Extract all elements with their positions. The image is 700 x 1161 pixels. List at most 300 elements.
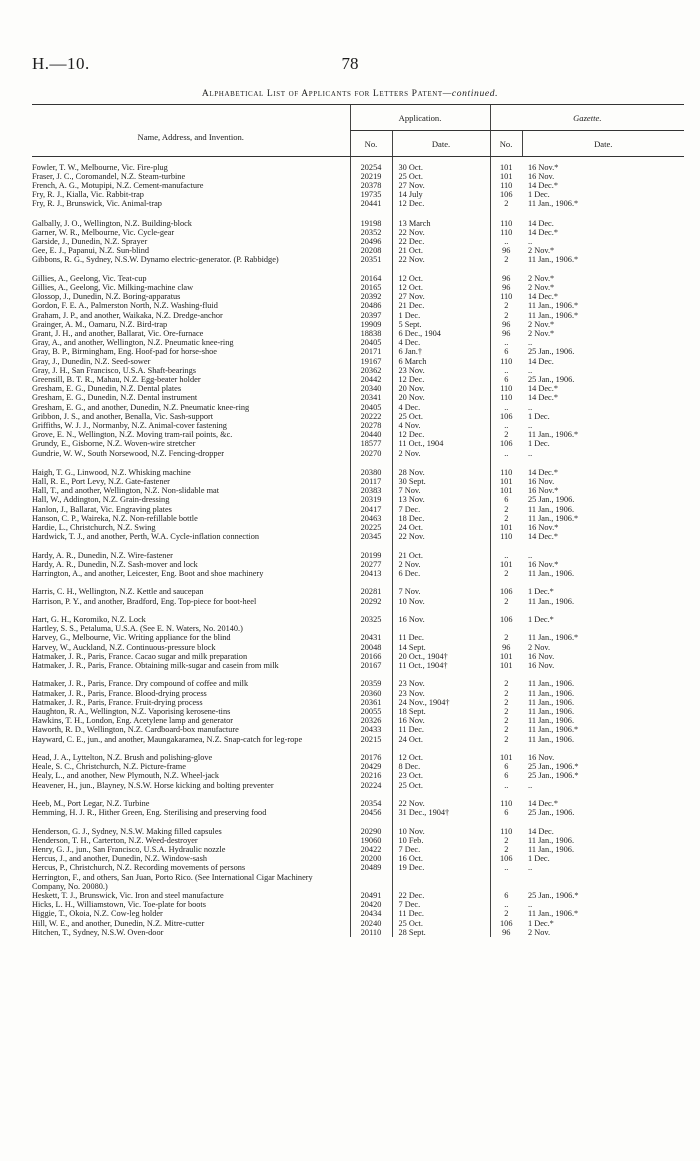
gazette-date: 11 Jan., 1906.: [528, 679, 575, 689]
gazette-number: 110: [490, 219, 522, 228]
gazette-number: 2: [490, 301, 522, 310]
gazette-date: ..: [528, 236, 533, 246]
table-row: [32, 707, 684, 716]
application-number: 19060: [350, 836, 392, 845]
gazette-date: ..: [528, 448, 533, 458]
application-date: 22 Nov.: [392, 228, 490, 237]
gazette-number: ..: [490, 366, 522, 375]
application-date: 30 Sept.: [392, 477, 490, 486]
gazette-date: 14 Dec.*: [528, 227, 558, 237]
application-number: [350, 624, 392, 633]
table-row: [32, 827, 684, 836]
gazette-number: 96: [490, 320, 522, 329]
running-title: [0, 88, 700, 99]
entry-name: Grant, J. H., and another, Ballarat, Vic. Ore-furnace: [32, 328, 204, 338]
application-date: 6 Dec., 1904: [392, 329, 490, 338]
gazette-date: 25 Jan., 1906.*: [528, 762, 579, 772]
table-row: [32, 762, 684, 771]
application-date: 24 Oct.: [392, 523, 490, 532]
gazette-number: 101: [490, 753, 522, 762]
application-date: 7 Dec.: [392, 845, 490, 854]
gazette-number: ..: [490, 449, 522, 458]
gazette-number: 6: [490, 891, 522, 900]
gazette-date: 14 Dec.: [528, 356, 554, 366]
application-date: 4 Nov.: [392, 421, 490, 430]
entry-name: Gundrie, W. W., South Norsewood, N.Z. Fencing-dropper: [32, 448, 224, 458]
application-number: 20224: [350, 781, 392, 799]
gazette-number: 110: [490, 532, 522, 550]
gazette-number: 110: [490, 799, 522, 808]
application-date: 16 Nov.: [392, 615, 490, 624]
gazette-number: 6: [490, 771, 522, 780]
application-number: 20278: [350, 421, 392, 430]
gazette-number: 110: [490, 228, 522, 237]
gazette-number: 96: [490, 274, 522, 283]
gazette-number: ..: [490, 900, 522, 909]
table-row: [32, 181, 684, 190]
application-number: 20277: [350, 560, 392, 569]
gazette-date: [522, 624, 684, 633]
gazette-number: 6: [490, 375, 522, 384]
gazette-number: 2: [490, 597, 522, 615]
table-row: [32, 587, 684, 596]
application-number: 20433: [350, 725, 392, 734]
gazette-date: 1 Dec.: [528, 411, 550, 421]
application-date: 6 March: [392, 357, 490, 366]
entry-name: Glossop, J., Dunedin, N.Z. Boring-apparatus: [32, 292, 181, 302]
application-date: 30 Oct.: [392, 163, 490, 172]
application-date: 11 Oct., 1904: [392, 439, 490, 448]
application-number: 18577: [350, 439, 392, 448]
entry-name: Hemming, H. J. R., Hither Green, Eng. Sterilising and preserving food: [32, 808, 267, 818]
application-date: 23 Nov.: [392, 679, 490, 688]
gazette-number: ..: [490, 551, 522, 560]
applicants-table: [32, 104, 684, 937]
gazette-date: ..: [528, 365, 533, 375]
gazette-number: 106: [490, 439, 522, 448]
gazette-date: 11 Jan., 1906.*: [528, 301, 579, 311]
application-date: 2 Nov.: [392, 560, 490, 569]
application-date: 11 Dec.: [392, 725, 490, 734]
application-number: 20360: [350, 689, 392, 698]
gazette-number: 2: [490, 725, 522, 734]
application-number: 20165: [350, 283, 392, 292]
entry-name: Herrington, F., and others, San Juan, Porto Rico. (See International Cigar Machinery Company, No. 20080.): [32, 872, 313, 891]
application-date: 10 Feb.: [392, 836, 490, 845]
header-gaz-no: No.: [490, 131, 522, 157]
entry-name: Hatmaker, J. R., Paris, France. Blood-drying process: [32, 688, 207, 698]
application-number: 20164: [350, 274, 392, 283]
gazette-number: 96: [490, 643, 522, 652]
entry-name: Hardie, L., Christchurch, N.Z. Swing: [32, 523, 156, 532]
gazette-number: 106: [490, 587, 522, 596]
entry-name: French, A. G., Motupipi, N.Z. Cement-manufacture: [32, 180, 204, 190]
application-date: 8 Dec.: [392, 762, 490, 771]
application-date: 16 Oct.: [392, 854, 490, 863]
spacer-cell: [350, 209, 392, 219]
application-date: 13 Nov.: [392, 495, 490, 504]
application-date: 11 Dec.: [392, 909, 490, 918]
gazette-date: 25 Jan., 1906.*: [528, 891, 579, 901]
table-row: [32, 393, 684, 402]
application-number: 20270: [350, 449, 392, 458]
gazette-number: 110: [490, 292, 522, 301]
application-number: 20341: [350, 393, 392, 402]
entry-name: Gresham, E. G., Dunedin, N.Z. Dental plates: [32, 384, 182, 394]
gazette-number: 6: [490, 808, 522, 826]
application-date: 13 March: [392, 219, 490, 228]
header-gaz-date: Date.: [522, 131, 684, 157]
entry-name: Grove, E. N., Wellington, N.Z. Moving tram-rail points, &c.: [32, 430, 233, 440]
entry-name: Gresham, E. G., Dunedin, N.Z. Dental instrument: [32, 393, 198, 403]
entry-name: Henry, G. J., jun., San Francisco, U.S.A. Hydraulic nozzle: [32, 845, 226, 854]
table-row: [32, 477, 684, 486]
spacer-cell: [522, 209, 684, 219]
application-number: [350, 873, 392, 891]
gazette-date: 1 Dec.: [528, 439, 550, 449]
gazette-date: 11 Jan., 1906.: [528, 596, 575, 606]
table-row: [32, 873, 684, 891]
table-row: [32, 854, 684, 863]
gazette-date: ..: [528, 402, 533, 412]
table-row: [32, 679, 684, 688]
gazette-date: 2 Nov.*: [528, 328, 555, 338]
application-number: 20176: [350, 753, 392, 762]
application-number: 20166: [350, 652, 392, 661]
gazette-number: 96: [490, 283, 522, 292]
table-row: [32, 597, 684, 615]
spacer-cell: [32, 458, 350, 468]
table-row: [32, 430, 684, 439]
application-date: 7 Nov.: [392, 587, 490, 596]
entry-name: Heskett, T. J., Brunswick, Vic. Iron and steel manufacture: [32, 891, 224, 901]
gazette-date: 25 Jan., 1906.: [528, 374, 575, 384]
entry-name: Gray, B. P., Birmingham, Eng. Hoof-pad for horse-shoe: [32, 347, 217, 357]
gazette-number: 96: [490, 928, 522, 937]
entry-name: Harrison, P. Y., and another, Bradford, Eng. Top-piece for boot-heel: [32, 596, 257, 606]
gazette-date: 1 Dec.*: [528, 587, 554, 597]
application-number: 20405: [350, 403, 392, 412]
entry-name: Hardy, A. R., Dunedin, N.Z. Wire-fastener: [32, 550, 173, 560]
gazette-date: 14 Dec.: [528, 826, 554, 836]
table-row: [32, 836, 684, 845]
gazette-date: 2 Nov.*: [528, 246, 555, 256]
application-date: 7 Dec.: [392, 505, 490, 514]
gazette-date: 25 Jan., 1906.*: [528, 771, 579, 781]
gazette-number: 2: [490, 505, 522, 514]
gazette-date: 16 Nov.: [528, 651, 555, 661]
application-date: 27 Nov.: [392, 292, 490, 301]
gazette-number: 101: [490, 477, 522, 486]
application-number: 20345: [350, 532, 392, 550]
entry-name: Gibbons, R. G., Sydney, N.S.W. Dynamo electric-generator. (P. Rabbidge): [32, 255, 279, 265]
table-row: [32, 551, 684, 560]
gazette-number: 2: [490, 199, 522, 208]
table-row: [32, 366, 684, 375]
entry-name: Greensill, B. T. R., Mahau, N.Z. Egg-beater holder: [32, 374, 201, 384]
gazette-date: ..: [528, 780, 533, 790]
header-name: Name, Address, and Invention.: [32, 105, 350, 157]
table-row: [32, 643, 684, 652]
application-date: 12 Dec.: [392, 430, 490, 439]
application-number: 20048: [350, 643, 392, 652]
gazette-number: 110: [490, 827, 522, 836]
entry-name: Healy, L., and another, New Plymouth, N.Z. Wheel-jack: [32, 771, 219, 781]
table-row: [32, 505, 684, 514]
gazette-number: 2: [490, 569, 522, 587]
table-row: [32, 199, 684, 208]
gazette-number: 2: [490, 698, 522, 707]
application-number: 20405: [350, 338, 392, 347]
row-spacer: [32, 458, 684, 468]
application-number: 20225: [350, 523, 392, 532]
table-row: [32, 219, 684, 228]
application-number: 20117: [350, 477, 392, 486]
entry-name: Hatmaker, J. R., Paris, France. Cacao sugar and milk preparation: [32, 651, 248, 661]
entry-name: Hardy, A. R., Dunedin, N.Z. Sash-mover and lock: [32, 559, 198, 569]
application-date: 4 Dec.: [392, 403, 490, 412]
application-date: 7 Nov.: [392, 486, 490, 495]
gazette-number: 110: [490, 393, 522, 402]
gazette-date: 1 Dec.*: [528, 614, 554, 624]
table-row: [32, 329, 684, 338]
gazette-number: 2: [490, 836, 522, 845]
application-number: 20361: [350, 698, 392, 707]
gazette-number: 6: [490, 762, 522, 771]
application-date: 22 Dec.: [392, 891, 490, 900]
table-row: [32, 255, 684, 273]
application-number: 20290: [350, 827, 392, 836]
gazette-date: 2 Nov.: [528, 642, 551, 652]
entry-name: Hanlon, J., Ballarat, Vic. Engraving plates: [32, 504, 172, 514]
application-number: 19909: [350, 320, 392, 329]
gazette-date: 11 Jan., 1906.: [528, 716, 575, 726]
gazette-number: 2: [490, 735, 522, 753]
application-date: 23 Nov.: [392, 366, 490, 375]
application-number: 20434: [350, 909, 392, 918]
gazette-number: [490, 624, 522, 633]
entry-name: Gray, J., Dunedin, N.Z. Seed-sower: [32, 356, 151, 366]
table-row: [32, 560, 684, 569]
entry-name: Hall, R. E., Port Levy, N.Z. Gate-fastener: [32, 476, 170, 486]
gazette-number: 110: [490, 468, 522, 477]
table-row: [32, 421, 684, 430]
application-number: 20420: [350, 900, 392, 909]
gazette-number: 6: [490, 495, 522, 504]
table-row: [32, 532, 684, 550]
gazette-number: 2: [490, 430, 522, 439]
gazette-date: ..: [528, 900, 533, 910]
gazette-number: 2: [490, 255, 522, 273]
entry-name: Grundy, E., Gisborne, N.Z. Woven-wire stretcher: [32, 439, 196, 449]
entry-name: Gribbon, J. S., and another, Benalla, Vic. Sash-support: [32, 411, 214, 421]
application-number: 20240: [350, 919, 392, 928]
application-number: 20422: [350, 845, 392, 854]
gazette-date: 1 Dec.*: [528, 918, 554, 928]
application-number: 20110: [350, 928, 392, 937]
gazette-date: 16 Nov.: [528, 171, 555, 181]
application-date: 21 Dec.: [392, 301, 490, 310]
gazette-number: 2: [490, 679, 522, 688]
table-row: [32, 237, 684, 246]
application-date: 11 Oct., 1904†: [392, 661, 490, 679]
gazette-number: ..: [490, 781, 522, 799]
gazette-date: 11 Jan., 1906.: [528, 835, 575, 845]
gazette-number: 2: [490, 909, 522, 918]
gazette-date: 14 Dec.: [528, 218, 554, 228]
entry-name: Hart, G. H., Koromiko, N.Z. Lock: [32, 614, 146, 624]
application-number: 20417: [350, 505, 392, 514]
entry-name: Hill, W. E., and another, Dunedin, N.Z. Mitre-cutter: [32, 918, 205, 928]
application-date: 25 Oct.: [392, 919, 490, 928]
running-title-main: Alphabetical List of Applicants for Letters Patent: [201, 88, 443, 99]
table-row: [32, 301, 684, 310]
gazette-date: 11 Jan., 1906.*: [528, 725, 579, 735]
entry-name: Hardwick, T. J., and another, Perth, W.A. Cycle-inflation connection: [32, 532, 260, 542]
application-date: 12 Dec.: [392, 199, 490, 208]
table-row: [32, 403, 684, 412]
entry-name: Higgie, T., Okoia, N.Z. Cow-leg holder: [32, 909, 163, 919]
header-app-no: No.: [350, 131, 392, 157]
application-date: 20 Nov.: [392, 384, 490, 393]
application-date: 16 Nov.: [392, 716, 490, 725]
gazette-number: 2: [490, 689, 522, 698]
gazette-date: 14 Dec.*: [528, 292, 558, 302]
application-number: 20171: [350, 347, 392, 356]
row-spacer: [32, 209, 684, 219]
gazette-date: ..: [528, 420, 533, 430]
gazette-date: 1 Dec.: [528, 190, 550, 200]
table-body: [32, 157, 684, 938]
table-row: [32, 900, 684, 909]
application-date: [392, 624, 490, 633]
application-number: 20431: [350, 633, 392, 642]
table-row: [32, 449, 684, 458]
table-row: [32, 495, 684, 504]
gazette-date: 11 Jan., 1906.: [528, 697, 575, 707]
gazette-number: 101: [490, 172, 522, 181]
table-row: [32, 698, 684, 707]
application-number: 20456: [350, 808, 392, 826]
entry-name: Hercus, P., Christchurch, N.Z. Recording movements of persons: [32, 863, 246, 873]
entry-name: Hawkins, T. H., London, Eng. Acetylene lamp and generator: [32, 716, 234, 726]
entry-name: Haughton, R. A., Wellington, N.Z. Vaporising kerosene-tins: [32, 707, 231, 716]
entry-name: Hatmaker, J. R., Paris, France. Fruit-drying process: [32, 697, 203, 707]
table-row: [32, 190, 684, 199]
entry-name: Heavener, H., jun., Blayney, N.S.W. Horse kicking and bolting preventer: [32, 780, 274, 790]
entry-name: Hitchen, T., Sydney, N.S.W. Oven-door: [32, 927, 164, 937]
table-row: [32, 375, 684, 384]
table-row: [32, 228, 684, 237]
application-date: 18 Dec.: [392, 514, 490, 523]
gazette-number: ..: [490, 863, 522, 872]
application-number: 20208: [350, 246, 392, 255]
gazette-number: 110: [490, 181, 522, 190]
gazette-date: 14 Dec.*: [528, 799, 558, 808]
gazette-number: 110: [490, 357, 522, 366]
table-row: [32, 292, 684, 301]
entry-name: Gray, J. H., San Francisco, U.S.A. Shaft-bearings: [32, 365, 196, 375]
application-number: 20319: [350, 495, 392, 504]
gazette-date: 2 Nov.*: [528, 273, 555, 283]
gazette-number: 106: [490, 190, 522, 199]
gazette-date: 11 Jan., 1906.: [528, 504, 575, 514]
gazette-date: ..: [528, 863, 533, 873]
gazette-number: 106: [490, 412, 522, 421]
table-row: [32, 863, 684, 872]
table-row: [32, 523, 684, 532]
gazette-date: 11 Jan., 1906.: [528, 734, 575, 744]
gazette-date: ..: [528, 338, 533, 348]
application-number: 20215: [350, 735, 392, 753]
application-date: 18 Sept.: [392, 707, 490, 716]
application-date: 14 July: [392, 190, 490, 199]
gazette-number: 96: [490, 329, 522, 338]
application-date: 10 Nov.: [392, 827, 490, 836]
application-date: 4 Dec.: [392, 338, 490, 347]
table-row: [32, 347, 684, 356]
entry-name: Fowler, T. W., Melbourne, Vic. Fire-plug: [32, 162, 168, 172]
table-row: [32, 412, 684, 421]
gazette-date: 11 Jan., 1906.*: [528, 255, 579, 265]
application-number: 20167: [350, 661, 392, 679]
gazette-date: 14 Dec.*: [528, 384, 558, 394]
entry-name: Garner, W. R., Melbourne, Vic. Cycle-gear: [32, 227, 175, 237]
table-row: [32, 283, 684, 292]
gazette-date: 11 Jan., 1906.: [528, 707, 575, 716]
spacer-cell: [392, 209, 490, 219]
application-number: 19198: [350, 219, 392, 228]
application-date: 5 Sept.: [392, 320, 490, 329]
application-number: 20440: [350, 430, 392, 439]
gazette-date: 16 Nov.: [528, 753, 555, 762]
table-row: [32, 909, 684, 918]
gazette-number: ..: [490, 237, 522, 246]
table-row: [32, 246, 684, 255]
gazette-number: 101: [490, 486, 522, 495]
table-row: [32, 311, 684, 320]
gazette-number: ..: [490, 403, 522, 412]
gazette-number: 2: [490, 845, 522, 854]
gazette-date: ..: [528, 550, 533, 560]
table-row: [32, 689, 684, 698]
table-row: [32, 569, 684, 587]
table-row: [32, 799, 684, 808]
entry-name: Haigh, T. G., Linwood, N.Z. Whisking machine: [32, 467, 191, 477]
spacer-cell: [522, 458, 684, 468]
gazette-date: 16 Nov.*: [528, 162, 559, 172]
application-number: 20496: [350, 237, 392, 246]
entry-name: Fry, R. J., Kialla, Vic. Rabbit-trap: [32, 190, 144, 200]
gazette-date: 25 Jan., 1906.: [528, 808, 575, 818]
entry-name: Fry, R. J., Brunswick, Vic. Animal-trap: [32, 199, 162, 209]
application-date: 21 Oct.: [392, 246, 490, 255]
application-date: 12 Oct.: [392, 753, 490, 762]
gazette-date: 11 Jan., 1906.*: [528, 310, 579, 320]
application-date: 25 Oct.: [392, 172, 490, 181]
table-row: [32, 652, 684, 661]
table-row: [32, 615, 684, 624]
application-number: 20325: [350, 615, 392, 624]
table-row: [32, 661, 684, 679]
table-row: [32, 274, 684, 283]
entry-name: Hartley, S. S., Petaluma, U.S.A. (See E. N. Waters, No. 20140.): [32, 624, 243, 634]
header-app-date: Date.: [392, 131, 490, 157]
entry-name: Henderson, T. H., Carterton, N.Z. Weed-destroyer: [32, 835, 198, 845]
entry-name: Hayward, C. E., jun., and another, Maungakaramea, N.Z. Snap-catch for leg-rope: [32, 734, 303, 744]
table-row: [32, 320, 684, 329]
header-gazette: Gazette.: [490, 105, 684, 131]
